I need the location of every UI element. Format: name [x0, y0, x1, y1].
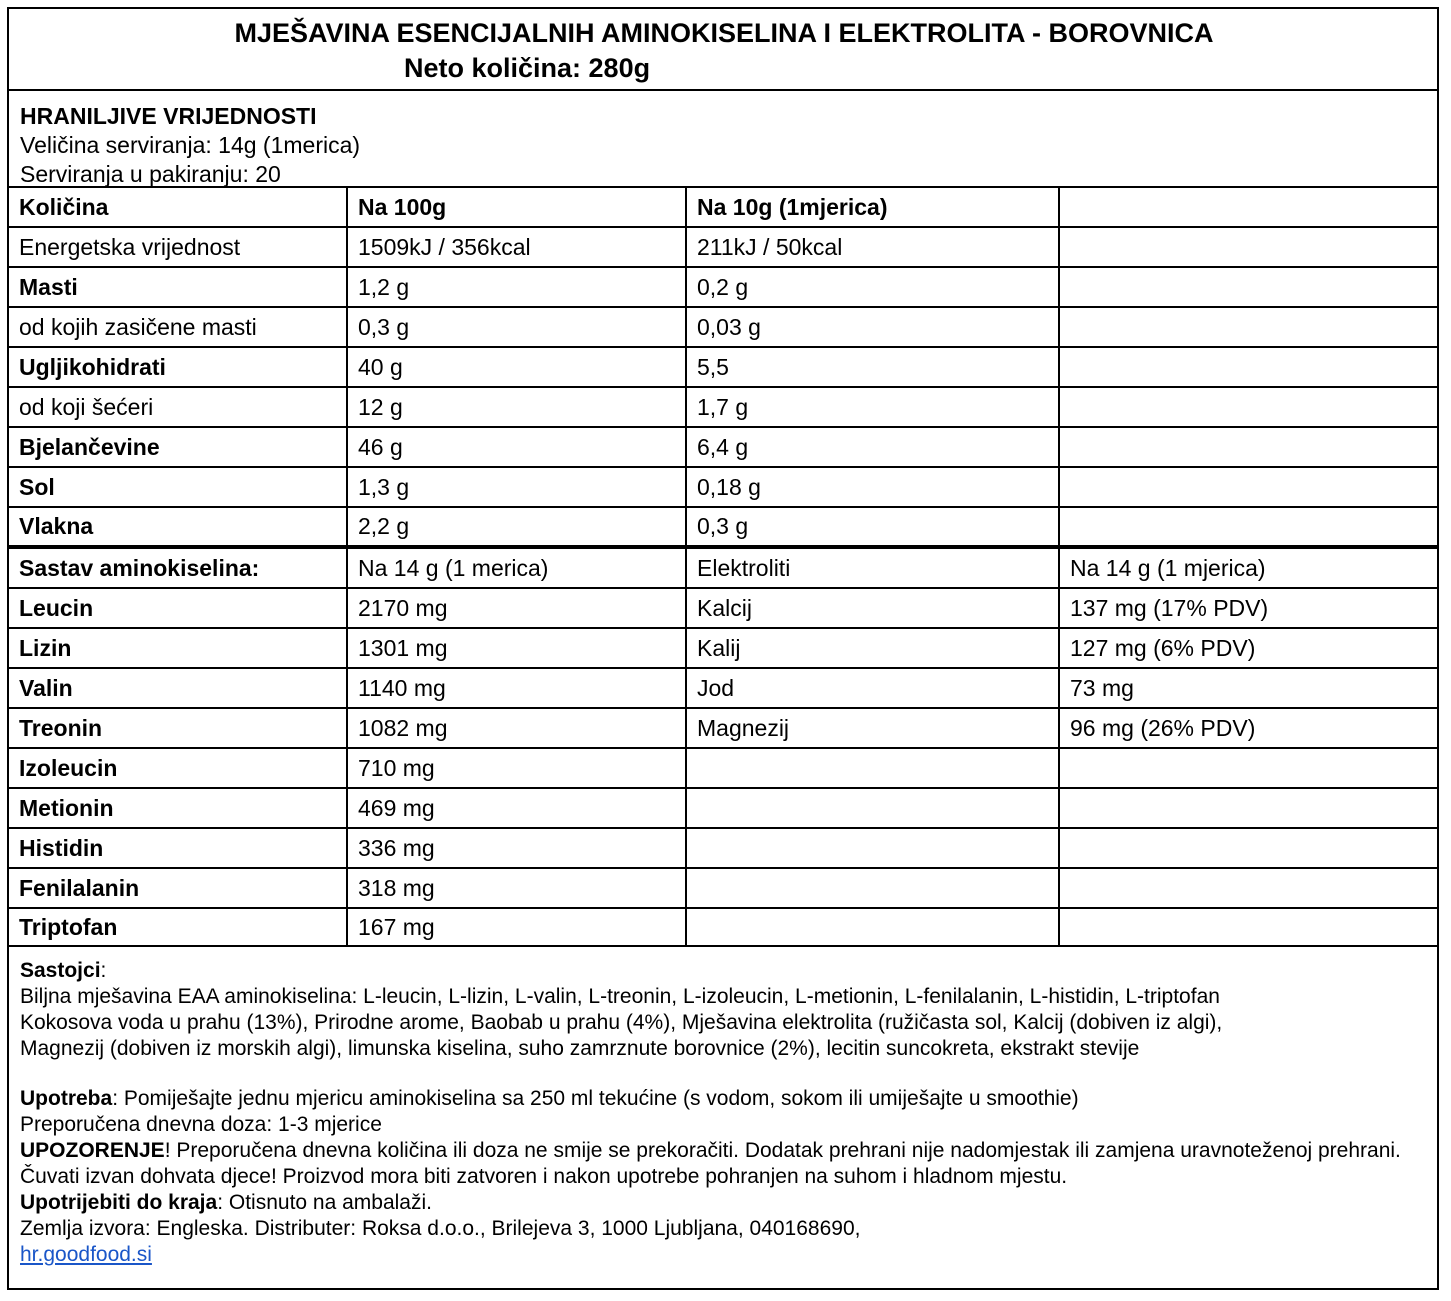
serving-size: Veličina serviranja: 14g (1merica) — [20, 132, 361, 158]
nutrition-header-row — [9, 188, 1437, 227]
ingredients-line: Biljna mješavina EAA aminokiselina: L-leucin, L-lizin, L-valin, L-treonin, L-izoleucin, L-metionin, L-fenilalanin, L-histidin, L-triptofan — [20, 985, 1220, 1008]
table-row — [9, 387, 1437, 427]
amino-header-row — [9, 549, 1437, 588]
table-row — [9, 908, 1437, 946]
header-cell: Na 10g (1mjerica) — [686, 188, 1059, 227]
electrolyte-name: Jod — [686, 668, 1059, 708]
table-row — [9, 467, 1437, 507]
header-cell: Količina — [9, 188, 347, 227]
ingredients-label: Sastojci — [20, 959, 101, 982]
electrolyte-amount: 73 mg — [1059, 668, 1437, 708]
warning-text: ! Preporučena dnevna količina ili doza ne smije se prekoračiti. Dodatak prehrani nije nadomjestak ili zamjena uravnoteženoj prehrani. Čuvati izvan dohvata djece! Proizvod mora biti zatvoren i nakon upotrebe pohranjen na suhom i hladnom mjestu. — [20, 1139, 1401, 1188]
amino-name: Fenilalanin — [9, 868, 347, 908]
amino-electrolyte-table — [9, 549, 1437, 947]
serving-info — [9, 91, 1437, 188]
table-row — [9, 628, 1437, 668]
label-footer — [9, 947, 1437, 1268]
electrolyte-name — [686, 788, 1059, 828]
table-row — [9, 708, 1437, 748]
electrolyte-amount: 127 mg (6% PDV) — [1059, 628, 1437, 668]
best-before-label: Upotrijebiti do kraja — [20, 1191, 218, 1214]
best-before-text: : Otisnuto na ambalaži. — [217, 1191, 432, 1214]
usage — [20, 1086, 1437, 1112]
header-cell: Sastav aminokiselina: — [9, 549, 347, 588]
nutrient-per100: 1,2 g — [347, 267, 686, 307]
nutrient-per-serving: 0,3 g — [686, 507, 1059, 547]
net-quantity: Neto količina: 280g — [404, 53, 651, 83]
nutrient-per-serving: 0,18 g — [686, 467, 1059, 507]
amino-amount: 167 mg — [347, 908, 686, 946]
usage-label: Upotreba — [20, 1087, 113, 1110]
amino-amount: 1301 mg — [347, 628, 686, 668]
amino-name: Izoleucin — [9, 748, 347, 788]
nutrient-name: od koji šećeri — [9, 387, 347, 427]
table-row — [9, 868, 1437, 908]
header-cell: Na 100g — [347, 188, 686, 227]
nutrient-name: Sol — [9, 467, 347, 507]
label-header — [9, 9, 1437, 91]
nutrient-per100: 40 g — [347, 347, 686, 387]
table-row — [9, 427, 1437, 467]
nutrient-per-serving: 6,4 g — [686, 427, 1059, 467]
website — [20, 1242, 1437, 1268]
electrolyte-amount — [1059, 748, 1437, 788]
nutrient-per100: 46 g — [347, 427, 686, 467]
table-row — [9, 588, 1437, 628]
website-link[interactable]: hr.goodfood.si — [20, 1243, 152, 1266]
ingredients-line: Kokosova voda u prahu (13%), Prirodne arome, Baobab u prahu (4%), Mješavina elektrolita (ružičasta sol, Kalcij (dobiven iz algi), — [20, 1011, 1223, 1034]
table-row — [9, 307, 1437, 347]
nutrient-per100: 12 g — [347, 387, 686, 427]
nutrition-heading: HRANILJIVE VRIJEDNOSTI — [20, 103, 317, 129]
amino-name: Leucin — [9, 588, 347, 628]
electrolyte-name — [686, 868, 1059, 908]
ingredients-line: Magnezij (dobiven iz morskih algi), limunska kiselina, suho zamrznute borovnice (2%), lecitin suncokreta, ekstrakt stevije — [20, 1037, 1140, 1060]
amino-name: Metionin — [9, 788, 347, 828]
table-row — [9, 748, 1437, 788]
nutrient-name: Energetska vrijednost — [9, 227, 347, 267]
table-row — [9, 668, 1437, 708]
electrolyte-amount — [1059, 828, 1437, 868]
electrolyte-amount — [1059, 788, 1437, 828]
electrolyte-name — [686, 828, 1059, 868]
electrolyte-amount: 137 mg (17% PDV) — [1059, 588, 1437, 628]
nutrient-per100: 0,3 g — [347, 307, 686, 347]
spacer — [20, 1062, 1437, 1086]
table-row — [9, 267, 1437, 307]
header-cell — [1059, 188, 1437, 227]
table-row — [9, 828, 1437, 868]
servings-per-package: Serviranja u pakiranju: 20 — [20, 161, 281, 187]
amino-amount: 1082 mg — [347, 708, 686, 748]
nutrient-per-serving: 5,5 — [686, 347, 1059, 387]
amino-amount: 710 mg — [347, 748, 686, 788]
amino-name: Treonin — [9, 708, 347, 748]
electrolyte-amount — [1059, 868, 1437, 908]
amino-amount: 2170 mg — [347, 588, 686, 628]
nutrient-per100: 1,3 g — [347, 467, 686, 507]
amino-amount: 469 mg — [347, 788, 686, 828]
electrolyte-amount: 96 mg (26% PDV) — [1059, 708, 1437, 748]
ingredients-colon: : — [100, 959, 107, 982]
empty-cell — [1059, 467, 1437, 507]
nutrient-per-serving: 1,7 g — [686, 387, 1059, 427]
amino-name: Histidin — [9, 828, 347, 868]
empty-cell — [1059, 507, 1437, 547]
amino-name: Valin — [9, 668, 347, 708]
empty-cell — [1059, 347, 1437, 387]
electrolyte-name: Kalcij — [686, 588, 1059, 628]
warning — [20, 1138, 1437, 1190]
nutrient-name: Ugljikohidrati — [9, 347, 347, 387]
header-cell: Na 14 g (1 merica) — [347, 549, 686, 588]
best-before — [20, 1190, 1437, 1216]
nutrient-per-serving: 0,03 g — [686, 307, 1059, 347]
header-cell: Elektroliti — [686, 549, 1059, 588]
nutrition-table — [9, 188, 1437, 549]
empty-cell — [1059, 227, 1437, 267]
nutrient-name: Masti — [9, 267, 347, 307]
recommended-dose: Preporučena dnevna doza: 1-3 mjerice — [20, 1113, 382, 1136]
nutrient-name: Vlakna — [9, 507, 347, 547]
nutrient-name: Bjelančevine — [9, 427, 347, 467]
empty-cell — [1059, 267, 1437, 307]
nutrient-per100: 1509kJ / 356kcal — [347, 227, 686, 267]
table-row — [9, 347, 1437, 387]
nutrition-label — [7, 7, 1439, 1290]
amino-amount: 1140 mg — [347, 668, 686, 708]
usage-text: : Pomiješajte jednu mjericu aminokiselina sa 250 ml tekućine (s vodom, sokom ili umiješajte u smoothie) — [112, 1087, 1079, 1110]
nutrient-per-serving: 0,2 g — [686, 267, 1059, 307]
electrolyte-name: Magnezij — [686, 708, 1059, 748]
table-row — [9, 227, 1437, 267]
amino-name: Triptofan — [9, 908, 347, 946]
header-cell: Na 14 g (1 mjerica) — [1059, 549, 1437, 588]
ingredients-heading — [20, 958, 1437, 984]
electrolyte-name — [686, 908, 1059, 946]
amino-name: Lizin — [9, 628, 347, 668]
empty-cell — [1059, 387, 1437, 427]
nutrient-per100: 2,2 g — [347, 507, 686, 547]
empty-cell — [1059, 307, 1437, 347]
nutrient-name: od kojih zasičene masti — [9, 307, 347, 347]
table-row — [9, 788, 1437, 828]
empty-cell — [1059, 427, 1437, 467]
electrolyte-amount — [1059, 908, 1437, 946]
electrolyte-name — [686, 748, 1059, 788]
origin-distributor: Zemlja izvora: Engleska. Distributer: Roksa d.o.o., Brilejeva 3, 1000 Ljubljana, 040168690, — [20, 1217, 861, 1240]
amino-amount: 336 mg — [347, 828, 686, 868]
warning-label: UPOZORENJE — [20, 1139, 165, 1162]
table-row — [9, 507, 1437, 547]
amino-amount: 318 mg — [347, 868, 686, 908]
nutrient-per-serving: 211kJ / 50kcal — [686, 227, 1059, 267]
electrolyte-name: Kalij — [686, 628, 1059, 668]
product-title: MJEŠAVINA ESENCIJALNIH AMINOKISELINA I ELEKTROLITA - BOROVNICA — [234, 18, 1214, 48]
